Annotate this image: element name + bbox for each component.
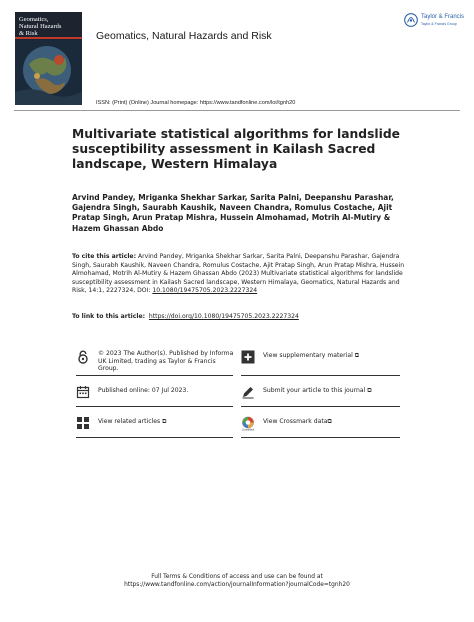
plus-icon <box>241 350 255 364</box>
view-supplementary-material-link[interactable] <box>241 348 401 378</box>
external-link-icon: ⧉ <box>162 418 167 425</box>
footer-terms-url[interactable]: https://www.tandfonline.com/action/journalInformation?journalCode=tgnh20 <box>124 582 350 589</box>
info-divider <box>241 437 400 438</box>
article-link-label: To link to this article: <box>72 313 146 320</box>
footer-terms <box>0 573 474 590</box>
view-crossmark-link[interactable] <box>241 414 401 444</box>
related-articles-icon <box>76 416 90 430</box>
publisher-logo-name: Taylor & Francis <box>421 14 465 20</box>
cover-title-line2: Natural Hazards <box>19 23 62 30</box>
cover-title-line1: Geomatics, <box>19 16 49 23</box>
published-date-text: Published online: 07 Jul 2023. <box>98 387 189 394</box>
submit-text <box>263 387 372 395</box>
citation-label: To cite this article: <box>72 253 137 260</box>
article-link-url[interactable]: https://doi.org/10.1080/19475705.2023.2227324 <box>148 313 299 320</box>
article-authors: Arvind Pandey, Mriganka Shekhar Sarkar, Sarita Palni, Deepanshu Parashar, Gajendra Singh, Saurabh Kaushik, Naveen Chandra, Romulus Costache, Ajit Pratap Singh, Arun Pratap Mishra, Hussein Almohamad, Motrih Al-Mutiry & Hazem Ghassan Abdo <box>72 193 394 233</box>
pencil-icon <box>241 385 255 399</box>
open-access-copyright <box>76 348 234 378</box>
cover-globe-image <box>15 40 82 105</box>
publisher-logo[interactable] <box>404 12 464 34</box>
citation-block <box>72 253 414 296</box>
supplementary-text <box>263 352 359 360</box>
related-articles-label: View related articles <box>98 418 161 425</box>
external-link-icon: ⧉ <box>327 418 332 425</box>
cover-stripe <box>15 37 82 39</box>
journal-cover-image <box>15 12 82 105</box>
cover-title <box>19 16 79 37</box>
footer-line1: Full Terms & Conditions of access and use can be found at <box>151 574 323 580</box>
article-title: Multivariate statistical algorithms for landslide susceptibility assessment in Kailash Sacred landscape, Western Himalaya <box>72 127 400 171</box>
crossmark-label: View Crossmark data <box>263 418 328 425</box>
external-link-icon: ⧉ <box>354 352 360 359</box>
journal-name[interactable]: Geomatics, Natural Hazards and Risk <box>96 30 272 42</box>
view-related-articles-link[interactable] <box>76 414 234 444</box>
info-divider <box>76 375 233 376</box>
cover-title-line3: & Risk <box>19 30 38 37</box>
info-divider <box>76 437 233 438</box>
open-access-icon <box>76 350 90 364</box>
header-divider <box>14 110 460 111</box>
submit-article-link[interactable] <box>241 383 401 413</box>
submit-label: Submit your article to this journal <box>263 387 366 394</box>
related-articles-text <box>98 418 166 426</box>
external-link-icon: ⧉ <box>367 387 372 394</box>
citation-text: Arvind Pandey, Mriganka Shekhar Sarkar, Sarita Palni, Deepanshu Parashar, Gajendra Singh, Saurabh Kaushik, Naveen Chandra, Romulus Costache, Ajit Pratap Singh, Arun Pratap Mishra, Hussein Almohamad, Motrih Al-Mutiry & Hazem Ghassan Abdo (2023) Multivariate statistical algorithms for landslide susceptibility assessment in Kailash Sacred landscape, Western Himalaya, Geomatics, Natural Hazards and Risk, 14:1, 2227324, DOI: <box>72 253 405 295</box>
info-divider <box>76 406 233 407</box>
crossmark-text <box>263 418 332 426</box>
supplementary-label: View supplementary material <box>263 352 353 359</box>
crossmark-badge-label: CrossMark <box>241 428 255 431</box>
article-link-line <box>72 313 414 321</box>
crossmark-icon <box>241 416 255 431</box>
publisher-logo-group: Taylor & Francis Group <box>421 22 457 26</box>
published-online <box>76 383 234 413</box>
publisher-logo-icon <box>404 13 418 27</box>
calendar-icon <box>76 385 90 399</box>
info-divider <box>241 406 400 407</box>
issn-homepage-line[interactable]: ISSN: (Print) (Online) Journal homepage: https://www.tandfonline.com/loi/tgnh20 <box>96 100 296 106</box>
citation-doi-link[interactable]: 10.1080/19475705.2023.2227324 <box>152 287 258 295</box>
info-divider <box>241 375 400 376</box>
copyright-text: © 2023 The Author(s). Published by Informa UK Limited, trading as Taylor & Francis Group. <box>98 350 234 373</box>
